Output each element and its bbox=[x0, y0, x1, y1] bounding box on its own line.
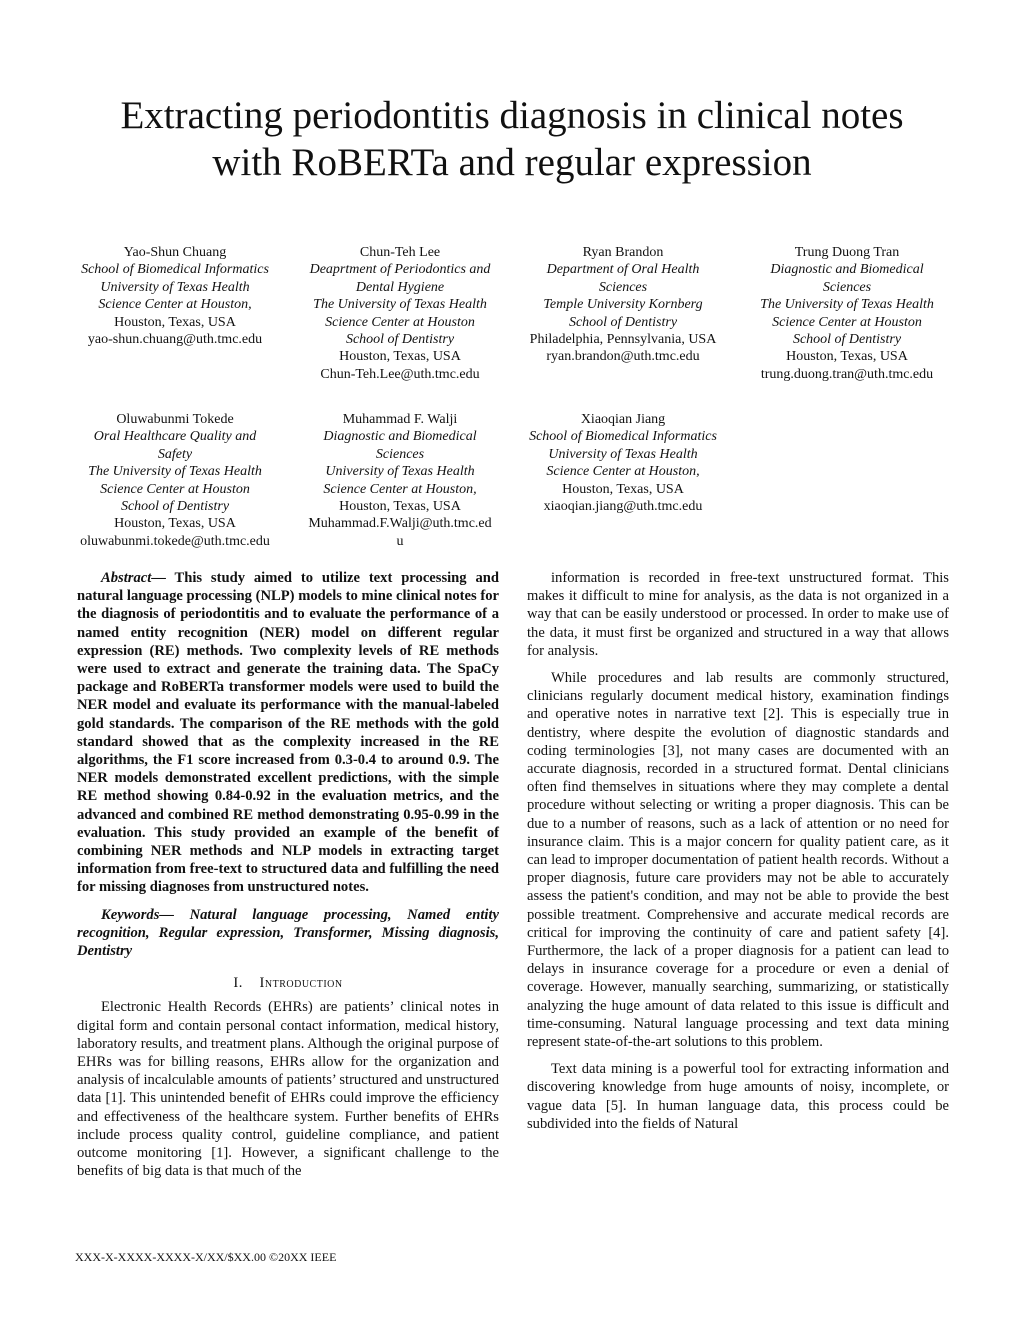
author-affiliation-line: Muhammad.F.Walji@uth.tmc.ed bbox=[308, 516, 492, 532]
author-affiliation-line: Temple University Kornberg bbox=[543, 297, 703, 313]
author-affiliation-line: Philadelphia, Pennsylvania, USA bbox=[529, 332, 717, 348]
author-affiliation-line: University of Texas Health bbox=[100, 279, 250, 295]
author-affiliation-line: xiaoqian.jiang@uth.tmc.edu bbox=[543, 499, 703, 515]
author-affiliation-line: yao-shun.chuang@uth.tmc.edu bbox=[87, 332, 263, 348]
author-affiliation-line: School of Dentistry bbox=[120, 499, 230, 515]
author-name: Ryan Brandon bbox=[582, 245, 664, 260]
abstract-label: Abstract bbox=[101, 570, 152, 586]
author-affiliation-line: ryan.brandon@uth.tmc.edu bbox=[546, 349, 700, 365]
author-affiliation-line: Safety bbox=[157, 446, 193, 462]
author-affiliation-line: Houston, Texas, USA bbox=[339, 499, 461, 515]
author-affiliation-line: The University of Texas Health bbox=[313, 297, 487, 313]
abstract-text: This study aimed to utilize text processing and natural language processing (NLP) models to mine clinical notes for the diagnosis of periodontitis and to evaluate the performance of a named entity recognition (NER) model on different regular expression (RE) methods. Two complexity levels of RE methods were used to extract and generate the training data. The SpaCy package and RoBERTa transformer models were used to build the NER model and evaluate its performance with the manual-labeled gold standards. The comparison of the RE methods with the gold standard showed that as the complexity increased in the RE algorithms, the F1 score increased from 0.3-0.4 to around 0.9. The NER models demonstrated excellent predictions, with the simple RE method showing 0.84-0.92 in the evaluation metrics, and the advanced and combined RE method demonstrating 0.95-0.99 in the evaluation. This study provided an example of the benefit of combining NER methods and NLP models in extracting target information from free-text to structured data and fulfilling the need for missing diagnoses from unstructured notes. bbox=[77, 570, 499, 896]
left-body bbox=[77, 998, 499, 1180]
author-name: Trung Duong Tran bbox=[794, 245, 900, 260]
author-affiliation-line: Sciences bbox=[598, 279, 648, 295]
keywords-text: Natural language processing, Named entity recognition, Regular expression, Transformer, Missing diagnosis, Dentistry bbox=[77, 906, 499, 960]
author-affiliation-line: The University of Texas Health bbox=[88, 464, 262, 480]
author-affiliation-line: School of Dentistry bbox=[792, 332, 902, 348]
body-paragraph: Text data mining is a powerful tool for extracting information and discovering knowledge from huge amounts of noisy, incomplete, or vague data [5]. In human language data, this process could be subdivided into the fields of Natural bbox=[527, 1061, 949, 1132]
author-affiliation-line: Oral Healthcare Quality and bbox=[93, 429, 257, 445]
author-name: Yao-Shun Chuang bbox=[123, 245, 227, 260]
author-affiliation-line: Chun-Teh.Lee@uth.tmc.edu bbox=[320, 366, 480, 382]
author-affiliation-line: School of Dentistry bbox=[568, 314, 678, 330]
right-column bbox=[527, 569, 949, 1133]
title-line-1: Extracting periodontitis diagnosis in clinical notes bbox=[120, 94, 904, 137]
author-affiliation-line: Sciences bbox=[375, 446, 425, 462]
author-5 bbox=[59, 411, 291, 550]
author-4 bbox=[731, 244, 963, 383]
author-affiliation-line: School of Dentistry bbox=[345, 332, 455, 348]
author-name: Oluwabunmi Tokede bbox=[116, 412, 234, 427]
body-paragraph: While procedures and lab results are commonly structured, clinicians regularly document medical history, examination findings and operative notes in narrative text [2]. This is especially true in dentistry, where despite the evolution of diagnostic standards and coding terminologies [3], not many cases are documented with an accurate diagnosis, recorded in a structured format. Dental clinicians often find themselves in situations where they may complete a dental procedure without selecting or writing a proper diagnosis. This can be due to a number of reasons, such as a lack of attention or no need for insurance claim. This is a major concern for quality patient care, as it can lead to improper documentation of patient health records. Without a proper diagnosis, future care providers may not be able to accurately assess the patient's condition, and may not be able to provide the best possible treatment. Comprehensive and accurate medical records are critical for improving the continuity of care and patient safety [4]. Furthermore, the lack of a proper diagnosis for a patient can lead to delays in insurance coverage for a procedure or even a denial of coverage. However, manually searching, summarizing, or statistically analyzing the huge amount of data related to this issue is difficult and time-consuming. Natural language processing and text data mining represent state-of-the-art solutions to this problem. bbox=[527, 670, 949, 1051]
body-paragraph: information is recorded in free-text unstructured format. This makes it difficult to mine for analysis, as the data is not organized in a way that can be easily understood or processed. In order to make use of the data, it must first be organized and structured in a way that allows for analysis. bbox=[527, 570, 949, 659]
author-name: Xiaoqian Jiang bbox=[580, 412, 666, 427]
author-affiliation-line: Diagnostic and Biomedical bbox=[770, 262, 924, 278]
author-affiliation-line: Houston, Texas, USA bbox=[786, 349, 908, 365]
paper-title bbox=[60, 92, 964, 186]
author-affiliation-line: oluwabunmi.tokede@uth.tmc.edu bbox=[80, 533, 270, 549]
author-affiliation-line: Science Center at Houston bbox=[325, 314, 475, 330]
author-affiliation-line: Houston, Texas, USA bbox=[114, 314, 236, 330]
author-affiliation-line: Houston, Texas, USA bbox=[562, 481, 684, 497]
author-7 bbox=[507, 411, 739, 515]
author-affiliation-line: School of Biomedical Informatics bbox=[529, 429, 717, 445]
author-affiliation-line: Sciences bbox=[822, 279, 872, 295]
author-affiliation-line: University of Texas Health bbox=[548, 446, 698, 462]
author-affiliation-line: Houston, Texas, USA bbox=[114, 516, 236, 532]
author-name: Chun-Teh Lee bbox=[359, 245, 441, 260]
abstract bbox=[77, 569, 499, 897]
section-title: Introduction bbox=[259, 975, 343, 992]
author-affiliation-line: Dental Hygiene bbox=[355, 279, 445, 295]
author-affiliation-line: Science Center at Houston bbox=[100, 481, 250, 497]
right-body bbox=[527, 569, 949, 1133]
author-affiliation-line: Science Center at Houston, bbox=[546, 464, 700, 480]
keywords bbox=[77, 906, 499, 961]
left-column bbox=[77, 569, 499, 1181]
section-number: I. bbox=[233, 975, 243, 992]
author-affiliation-line: Houston, Texas, USA bbox=[339, 349, 461, 365]
author-name: Muhammad F. Walji bbox=[342, 412, 458, 427]
author-affiliation-line: The University of Texas Health bbox=[760, 297, 934, 313]
author-affiliation-line: Diagnostic and Biomedical bbox=[323, 429, 477, 445]
author-affiliation-line: Science Center at Houston bbox=[772, 314, 922, 330]
copyright-footer: XXX-X-XXXX-XXXX-X/XX/$XX.00 ©20XX IEEE bbox=[75, 1250, 337, 1264]
author-affiliation-line: u bbox=[396, 533, 404, 549]
abstract-dash: — bbox=[151, 570, 175, 586]
section-heading bbox=[77, 974, 499, 992]
body-paragraph: Electronic Health Records (EHRs) are patients’ clinical notes in digital form and contain personal contact information, medical history, laboratory results, and treatment plans. Although the original purpose of EHRs was for billing reasons, EHRs allow for the organization and analysis of incalculable amounts of patients’ structured and unstructured data [1]. This unintended benefit of EHRs could improve the efficiency and effectiveness of the healthcare system. Further benefits of EHRs include process quality control, guideline compliance, and patient outcome monitoring [1]. However, a significant challenge to the benefits of big data is that much of the bbox=[77, 999, 500, 1180]
author-affiliation-line: Science Center at Houston, bbox=[323, 481, 477, 497]
author-affiliation-line: Department of Oral Health bbox=[546, 262, 700, 278]
author-affiliation-line: Deaprtment of Periodontics and bbox=[309, 262, 491, 278]
author-6 bbox=[284, 411, 516, 550]
keywords-label: Keywords— bbox=[101, 906, 174, 923]
author-affiliation-line: University of Texas Health bbox=[325, 464, 475, 480]
title-line-2: with RoBERTa and regular expression bbox=[212, 141, 812, 184]
author-affiliation-line: Science Center at Houston, bbox=[98, 297, 252, 313]
author-3 bbox=[507, 244, 739, 366]
author-affiliation-line: School of Biomedical Informatics bbox=[81, 262, 269, 278]
author-1 bbox=[59, 244, 291, 348]
author-affiliation-line: trung.duong.tran@uth.tmc.edu bbox=[760, 366, 934, 382]
author-2 bbox=[284, 244, 516, 383]
